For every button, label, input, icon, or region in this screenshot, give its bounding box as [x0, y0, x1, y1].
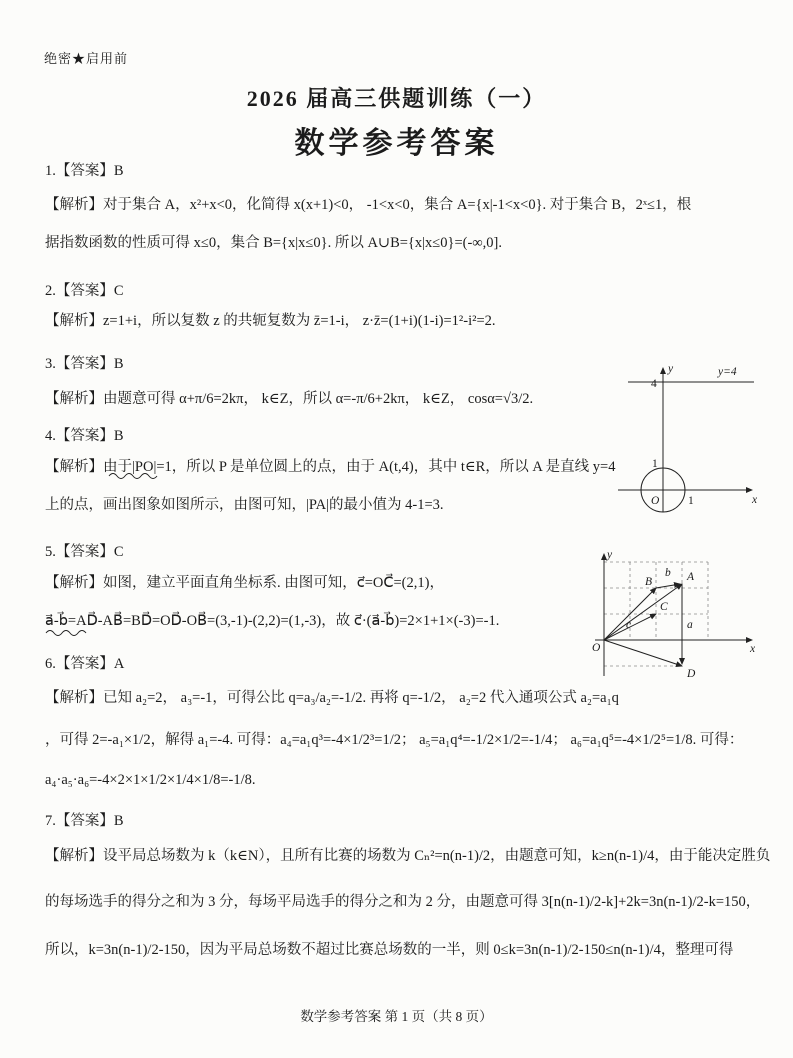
axis-label-x: x [750, 643, 756, 655]
analysis-line: 【解析】设平局总场数为 k（k∈N），且所有比赛的场数为 Cₙ²=n(n-1)/2，由题意可知，k≥n(n-1)/4，由于能决定胜负 [45, 848, 771, 864]
vector-label-a: a⃗ [687, 619, 702, 631]
analysis-line: 【解析】由题意可得 α+π/6=2kπ， k∈Z，所以 α=-π/6+2kπ， k∈Z， cosα=√3/2. [45, 391, 534, 407]
analysis-line: 【解析】z=1+i，所以复数 z 的共轭复数为 z̄=1-i， z·z̄=(1+i)(1-i)=1²-i²=2. [45, 313, 496, 329]
point-label-a: A [687, 571, 695, 583]
analysis-line: 【解析】由于|PO|=1，所以 P 是单位圆上的点，由于 A(t,4)，其中 t∈R，所以 A 是直线 y=4 [45, 459, 616, 475]
tick-label-4: 4 [651, 378, 657, 390]
analysis-line: 【解析】已知 a₂=2， a₃=-1，可得公比 q=a₃/a₂=-1/2. 再将 q=-1/2， a₂=2 代入通项公式 a₂=a₁q [45, 690, 619, 706]
answer-label-1: 1.【答案】B [45, 163, 124, 179]
answer-label-5: 5.【答案】C [45, 544, 124, 560]
point-label-c: C [660, 601, 668, 613]
vector-svg [590, 548, 758, 682]
page-title: 2026 届高三供题训练（一） [246, 86, 547, 111]
analysis-line: ，可得 2=-a₁×1/2，解得 a₁=-4. 可得：a₄=a₁q³=-4×1/2³=1/2； a₅=a₁q⁴=-1/2×1/2=-1/4； a₆=a₁q⁵=-4×1/2⁵=1/8. 可得： [45, 732, 744, 748]
analysis-line: 的每场选手的得分之和为 3 分，每场平局选手的得分之和为 2 分，由题意可得 3[n(n-1)/2-k]+2k=3n(n-1)/2-k=150， [45, 894, 761, 910]
vector-label-c: c⃗ [626, 619, 641, 631]
analysis-line: 据指数函数的性质可得 x≤0，集合 B={x|x≤0}. 所以 A∪B={x|x≤0}=(-∞,0]. [45, 235, 502, 251]
tick-label-1-x: 1 [688, 495, 694, 507]
vector-BA [656, 584, 680, 588]
axis-label-x: x [752, 494, 758, 506]
analysis-line: 【解析】如图，建立平面直角坐标系. 由图可知，c⃗=OC⃗=(2,1)， [45, 575, 444, 591]
point-label-d: D [687, 668, 696, 680]
answer-label-4: 4.【答案】B [45, 428, 124, 444]
axis-label-y: y [668, 363, 674, 375]
page-footer: 数学参考答案 第 1 页（共 8 页） [300, 1009, 493, 1024]
point-label-b: B [645, 576, 653, 588]
origin-label: O [592, 642, 601, 654]
analysis-line: 上的点，画出图象如图所示，由图可知，|PA|的最小值为 4-1=3. [45, 497, 444, 513]
vector-figure [590, 548, 758, 682]
secrecy-label: 绝密★启用前 [44, 51, 129, 66]
line-label-y4: y=4 [718, 366, 737, 378]
unit-circle-figure [608, 360, 760, 522]
tick-label-1-y: 1 [652, 458, 658, 470]
analysis-line: 【解析】对于集合 A，x²+x<0，化简得 x(x+1)<0， -1<x<0，集合 A={x|-1<x<0}. 对于集合 B，2ˣ≤1，根 [45, 197, 692, 213]
vector-OD [604, 640, 682, 666]
axis-label-y: y [607, 549, 613, 561]
unit-circle-svg [608, 360, 760, 522]
vector-label-b: b⃗ [665, 567, 680, 579]
vector-OA [604, 584, 682, 640]
analysis-line: a₄·a₅·a₆=-4×2×1×1/2×1/4×1/8=-1/8. [45, 772, 256, 788]
origin-label: O [651, 495, 660, 507]
page-subtitle: 数学参考答案 [294, 127, 499, 160]
answer-label-3: 3.【答案】B [45, 356, 124, 372]
analysis-line: a⃗-b⃗=AD⃗-AB⃗=BD⃗=OD⃗-OB⃗=(3,-1)-(2,2)=(1,-3)，故 c⃗·(a⃗-b⃗)=2×1+1×(-3)=-1. [45, 613, 500, 629]
wavy-underline [108, 472, 164, 479]
analysis-line: 所以，k=3n(n-1)/2-150，因为平局总场数不超过比赛总场数的一半，则 0≤k=3n(n-1)/2-150≤n(n-1)/4，整理可得 [45, 942, 734, 958]
answer-label-6: 6.【答案】A [45, 656, 125, 672]
wavy-underline [45, 629, 93, 636]
answer-label-7: 7.【答案】B [45, 813, 124, 829]
answer-label-2: 2.【答案】C [45, 283, 124, 299]
